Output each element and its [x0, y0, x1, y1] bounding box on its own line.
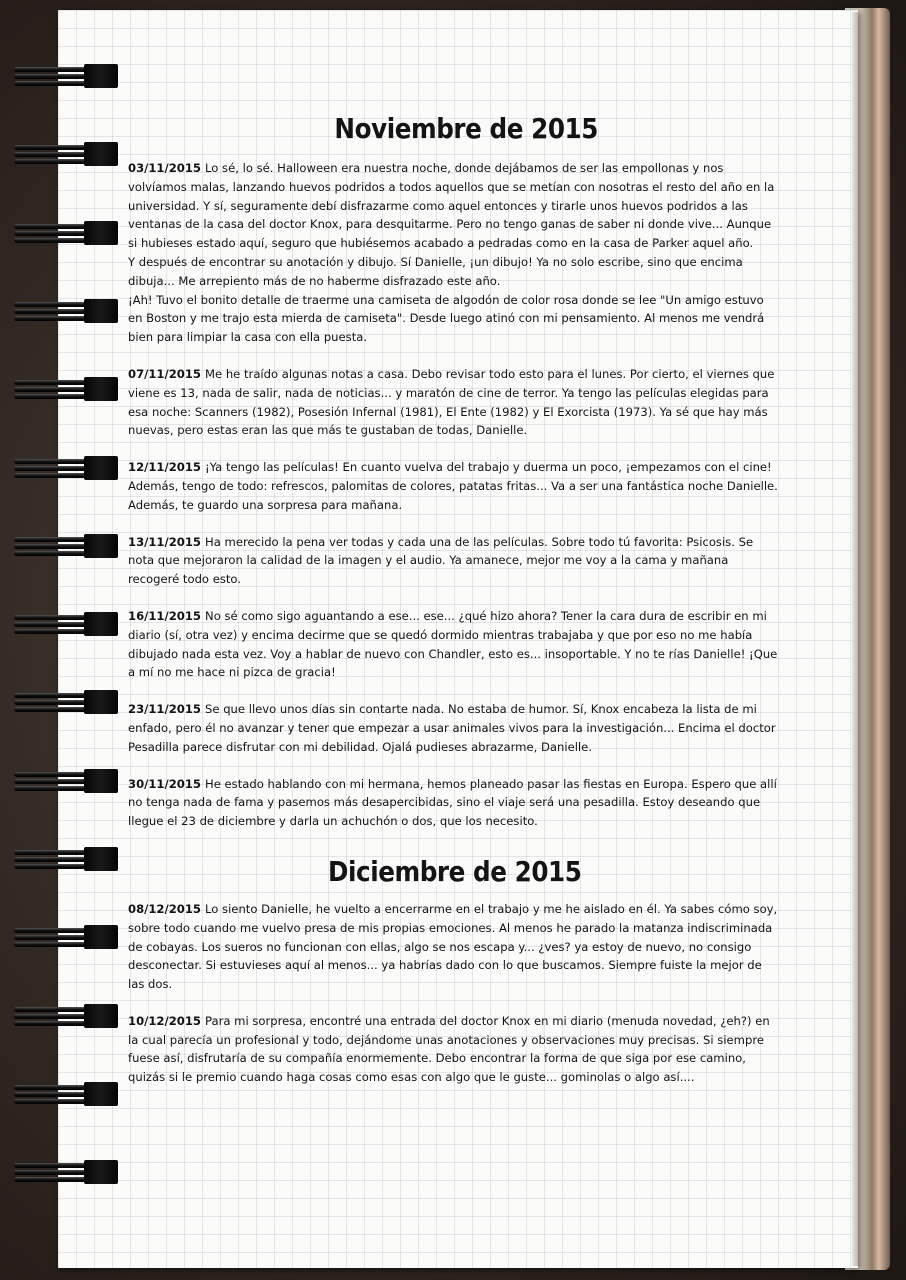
entry-text: Se que llevo unos días sin contarte nada. No estaba de humor. Sí, Knox encabeza la lista de mi enfado, pero él no avanzar y tener que empezar a usar animales vivos para la investigación... Encima el doctor Pesadilla parece disfrutar con mi debilidad. Ojalá pudieses abrazarme, Danielle.	[128, 702, 776, 754]
spiral-ring	[14, 534, 106, 558]
entry-text: ¡Ya tengo las películas! En cuanto vuelva del trabajo y duerma un poco, ¡empezamos con el cine! Además, tengo de todo: refrescos, palomitas de colores, patatas fritas... Va a ser una fantástica noche Danielle. Además, te guardo una sorpresa para mañana.	[128, 460, 778, 512]
entry-text: Lo sé, lo sé. Halloween era nuestra noche, donde dejábamos de ser las empollonas y nos volvíamos malas, lanzando huevos podridos a todos aquellos que se metían con nosotras el resto del año en la universidad. Y sí, seguramente debí disfrazarme como aquel entonces y tirarle unos huevos podridos a las ventanas de la casa del doctor Knox, para desquitarme. Pero no tengo ganas de saber ni donde vive... Aunque si hubieses estado aquí, seguro que hubiésemos acabado a pedradas como en la casa de Parker aquel año.	[128, 161, 775, 251]
spiral-ring	[14, 142, 106, 166]
spiral-binding	[0, 0, 110, 1280]
diary-entry	[128, 533, 778, 589]
spiral-ring	[14, 1160, 106, 1184]
diary-entry	[128, 700, 778, 756]
entry-text: No sé como sigo aguantando a ese... ese... ¿qué hizo ahora? Tener la cara dura de escribir en mi diario (sí, otra vez) y encima decirme que se quedó dormido mientras trabajaba y que por eso no me había dibujado nada esta vez. Voy a hablar de nuevo con Chandler, esto es... insoportable. Y no te rías Danielle! ¡Que a mí no me hace ni pizca de gracia!	[128, 608, 778, 680]
diary-entry	[128, 458, 778, 514]
entry-date: 16/11/2015	[128, 608, 202, 623]
entry-date: 10/12/2015	[128, 1013, 202, 1028]
entry-text-continued: ¡Ah! Tuvo el bonito detalle de traerme una camiseta de algodón de color rosa donde se lee "Un amigo estuvo en Boston y me trajo esta mierda de camiseta". Desde luego atinó con mi pensamiento. Al menos me vendrá bien para limpiar la casa con ella puesta.	[128, 292, 765, 345]
spiral-ring	[14, 299, 106, 323]
entry-date: 13/11/2015	[128, 534, 202, 549]
spiral-ring	[14, 847, 106, 871]
diary-entry	[128, 159, 778, 347]
entry-date: 30/11/2015	[128, 776, 202, 791]
diary-entry	[128, 900, 778, 994]
entry-date: 07/11/2015	[128, 366, 202, 381]
entry-text: Lo siento Danielle, he vuelto a encerrarme en el trabajo y me he aislado en él. Ya sabes cómo soy, sobre todo cuando me vuelvo presa de mis propias emociones. Al menos he parado la matanza indiscriminada de cobayas. Los sueros no funcionan con ellas, algo se nos escapa y... ¿ves? ya estoy de nuevo, no consigo desconectar. Si estuvieses aquí al menos... ya habrías dado con lo que buscamos. Siempre fuiste la mejor de las dos.	[128, 901, 778, 992]
entry-text-continued: Y después de encontrar su anotación y dibujo. Sí Danielle, ¡un dibujo! Ya no solo escribe, sino que encima dibuja... Me arrepiento más de no haberme disfrazado este año.	[128, 254, 743, 288]
entry-text: He estado hablando con mi hermana, hemos planeado pasar las fiestas en Europa. Espero que allí no tenga nada de fama y pasemos más desapercibidas, sino el viaje será una pesadilla. Estoy deseando que llegue el 23 de diciembre y darla un achuchón o dos, que los necesito.	[128, 776, 777, 829]
diary-content	[128, 100, 778, 1105]
spiral-ring	[14, 612, 106, 636]
spiral-ring	[14, 1082, 106, 1106]
spiral-ring	[14, 925, 106, 949]
entry-date: 03/11/2015	[128, 161, 202, 175]
spiral-ring	[14, 769, 106, 793]
diary-entry	[128, 1012, 778, 1087]
entry-text: Ha merecido la pena ver todas y cada una de las películas. Sobre todo tú favorita: Psicosis. Se nota que mejoraron la calidad de la imagen y el audio. Ya amanece, mejor me voy a la cama y mañana recogeré todo esto.	[128, 534, 754, 587]
entry-date: 23/11/2015	[128, 702, 202, 717]
diary-entry	[128, 607, 778, 682]
page-edge	[852, 12, 858, 1266]
spiral-ring	[14, 221, 106, 245]
entry-text: Me he traído algunas notas a casa. Debo revisar todo esto para el lunes. Por cierto, el viernes que viene es 13, nada de salir, nada de noticias... y maratón de cine de terror. Ya tengo las películas elegidas para esa noche: Scanners (1982), Posesión Infernal (1981), El Ente (1982) y El Exorcista (1973). Ya sé que hay más nuevas, pero estas eran las que más te gustaban de todas, Danielle.	[128, 366, 775, 438]
diary-entry	[128, 365, 778, 440]
spiral-ring	[14, 456, 106, 480]
month-heading-november: Noviembre de 2015	[334, 112, 598, 145]
entry-date: 08/12/2015	[128, 901, 202, 916]
entry-date: 12/11/2015	[128, 460, 202, 475]
spiral-ring	[14, 64, 106, 88]
spiral-ring	[14, 377, 106, 401]
spiral-ring	[14, 1004, 106, 1028]
month-heading-december: Diciembre de 2015	[328, 854, 582, 888]
spiral-ring	[14, 690, 106, 714]
entry-text: Para mi sorpresa, encontré una entrada del doctor Knox en mi diario (menuda novedad, ¿eh?) en la cual parecía un profesional y todo, dejándome unas anotaciones y observaciones muy precisas. Si siempre fuese así, disfrutaría de su compañía enormemente. Debo encontrar la forma de que siga por ese camino, quizás si le premio cuando haga cosas como esas con algo que le guste... gominolas o algo así....	[128, 1013, 770, 1085]
diary-entry	[128, 775, 778, 831]
